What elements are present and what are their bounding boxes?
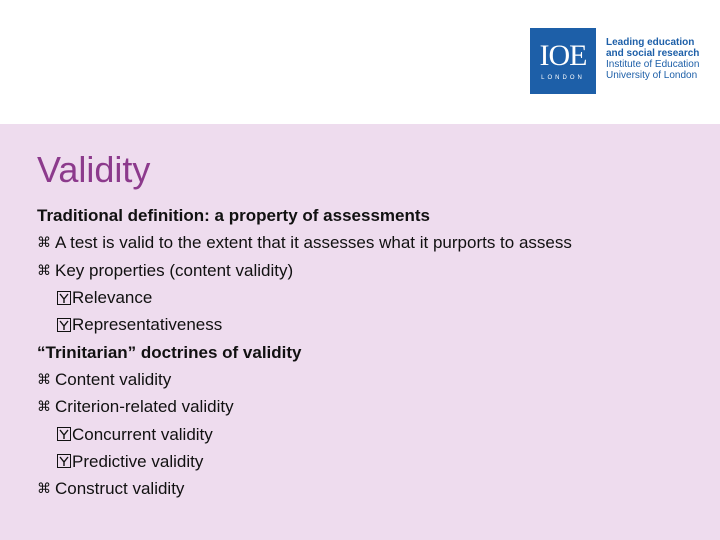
command-key-icon: ⌘ [37,261,51,278]
sub-bullet-item [37,284,707,311]
logo-mark: IOE [539,39,587,72]
command-key-icon: ⌘ [37,480,51,497]
bullet-text: Criterion-related validity [55,397,234,417]
checkbox-y-icon [56,454,71,469]
bullet-heading-2 [37,338,707,365]
bullet-text: Concurrent validity [72,424,213,444]
bullet-text: Construct validity [55,479,185,499]
checkbox-y-icon [56,290,71,305]
bullet-list [37,202,707,502]
bullet-item [37,475,707,502]
tagline-line-2: and social research [606,48,700,59]
bullet-text: Representativeness [72,315,223,335]
sub-bullet-item [37,448,707,475]
logo-sub: LONDON [541,75,585,81]
bullet-text: Relevance [72,288,153,308]
ioe-logo [530,28,596,94]
bullet-heading-1 [37,202,707,229]
sub-bullet-item [37,420,707,447]
checkbox-y-icon [56,427,71,442]
bullet-text: Key properties (content validity) [55,260,294,280]
bullet-text: “Trinitarian” doctrines of validity [37,342,302,362]
bullet-item [37,229,707,256]
command-key-icon: ⌘ [37,370,51,387]
command-key-icon: ⌘ [37,398,51,415]
command-key-icon: ⌘ [37,234,51,251]
bullet-text: A test is valid to the extent that it assesses what it purports to assess [55,233,572,253]
tagline-line-1: Leading education [606,37,695,48]
bullet-text: Content validity [55,369,172,389]
checkbox-y-icon [56,317,71,332]
sub-bullet-item [37,311,707,338]
bullet-item [37,366,707,393]
tagline-line-4: University of London [606,70,698,81]
bullet-item [37,257,707,284]
bullet-text: Predictive validity [72,451,204,471]
bullet-text: Traditional definition: a property of assessments [37,206,430,226]
tagline-line-3: Institute of Education [606,59,700,70]
slide-title: Validity [37,149,151,190]
logo-tagline [606,37,716,81]
slide-header [0,0,720,124]
bullet-item [37,393,707,420]
